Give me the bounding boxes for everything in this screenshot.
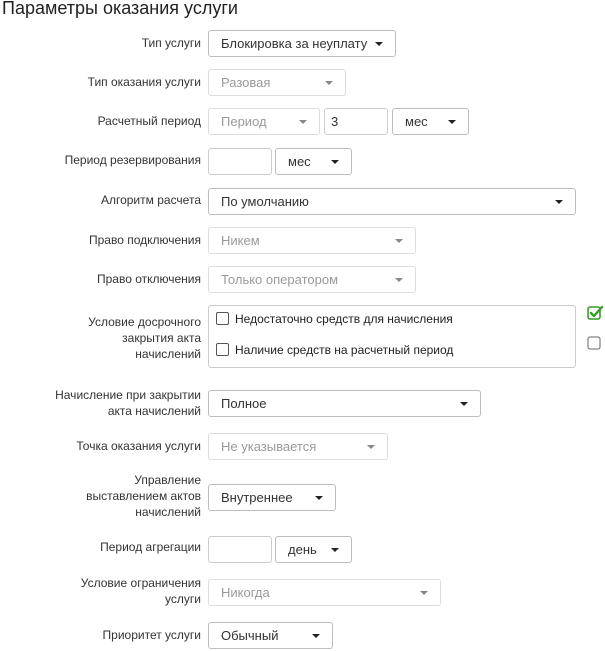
early-close-label (11, 314, 201, 362)
caret-down-icon (299, 120, 307, 124)
acts-management-select[interactable] (208, 484, 336, 511)
billing-period-type-value: Период (221, 114, 267, 129)
calc-algorithm-label: Алгоритм расчета (100, 193, 201, 207)
billing-period-label: Расчетный период (97, 114, 201, 128)
checkbox[interactable] (216, 312, 229, 325)
aggregation-period-count-input[interactable] (208, 536, 272, 563)
page-title: Параметры оказания услуги (2, 0, 238, 18)
caret-down-icon (325, 81, 333, 85)
calc-algorithm-value: По умолчанию (221, 194, 309, 209)
connect-right-select[interactable] (208, 227, 416, 254)
restriction-condition-value: Никогда (221, 585, 270, 600)
accrual-on-close-label (11, 387, 201, 419)
service-point-label: Точка оказания услуги (76, 439, 201, 453)
caret-down-icon (460, 402, 468, 406)
priority-value: Обычный (221, 628, 279, 643)
caret-down-icon (312, 634, 320, 638)
disconnect-right-label: Право отключения (96, 272, 201, 286)
accrual-on-close-select[interactable] (208, 390, 481, 417)
restriction-condition-label-line1: Условие ограничения (80, 576, 201, 590)
early-close-option-2[interactable] (216, 343, 453, 357)
caret-down-icon (331, 160, 339, 164)
restriction-condition-select[interactable] (208, 579, 441, 606)
caret-down-icon (395, 278, 403, 282)
billing-period-unit-select[interactable] (392, 108, 469, 135)
billing-period-unit-value: мес (405, 114, 428, 129)
billing-period-type-select[interactable] (208, 108, 320, 135)
accrual-on-close-label-line2: акта начислений (107, 404, 201, 418)
caret-down-icon (315, 496, 323, 500)
caret-down-icon (420, 591, 428, 595)
early-close-options (208, 305, 576, 368)
aggregation-period-unit-value: день (288, 542, 317, 557)
provision-type-value: Разовая (221, 75, 271, 90)
reservation-period-label: Период резервирования (64, 153, 201, 167)
acts-management-label-line2: выставлением актов (86, 489, 201, 503)
service-type-label: Тип услуги (141, 36, 201, 50)
early-close-label-line1: Условие досрочного (88, 315, 201, 329)
connect-right-value: Никем (221, 233, 260, 248)
reservation-period-unit-select[interactable] (275, 148, 352, 175)
aggregation-period-label: Период агрегации (100, 540, 201, 554)
accrual-on-close-value: Полное (221, 396, 267, 411)
acts-management-label-line1: Управление (134, 473, 201, 487)
aggregation-period-unit-select[interactable] (275, 536, 352, 563)
service-type-value: Блокировка за неуплату (221, 36, 368, 51)
provision-type-label: Тип оказания услуги (87, 75, 201, 89)
restriction-condition-label-line2: услуги (165, 592, 201, 606)
acts-management-label (11, 472, 201, 520)
disconnect-right-value: Только оператором (221, 272, 339, 287)
caret-down-icon (448, 120, 456, 124)
provision-type-select[interactable] (208, 69, 346, 96)
restriction-condition-label (11, 575, 201, 607)
service-point-select[interactable] (208, 433, 388, 460)
disconnect-right-select[interactable] (208, 266, 416, 293)
accrual-on-close-label-line1: Начисление при закрытии (55, 388, 201, 402)
reservation-period-unit-value: мес (288, 154, 311, 169)
early-close-label-line2: закрытия акта (122, 331, 201, 345)
calc-algorithm-select[interactable] (208, 188, 576, 215)
early-close-option-1-label: Недостаточно средств для начисления (235, 312, 453, 326)
checkbox[interactable] (216, 343, 229, 356)
priority-select[interactable] (208, 622, 333, 649)
acts-management-value: Внутреннее (221, 490, 293, 505)
early-close-option-2-label: Наличие средств на расчетный период (235, 343, 454, 357)
early-close-option-1[interactable] (216, 312, 453, 326)
acts-management-label-line3: начислений (135, 505, 201, 519)
billing-period-count-value: 3 (331, 114, 339, 129)
service-point-value: Не указывается (221, 439, 317, 454)
empty-square-icon[interactable] (587, 336, 601, 350)
connect-right-label: Право подключения (88, 233, 201, 247)
caret-down-icon (555, 200, 563, 204)
caret-down-icon (375, 42, 383, 46)
check-square-icon[interactable] (587, 305, 604, 321)
priority-label: Приоритет услуги (102, 628, 201, 642)
reservation-period-count-input[interactable] (208, 148, 272, 175)
caret-down-icon (331, 548, 339, 552)
service-type-select[interactable] (208, 30, 396, 57)
caret-down-icon (367, 445, 375, 449)
billing-period-count-input[interactable] (324, 108, 388, 135)
caret-down-icon (395, 239, 403, 243)
early-close-label-line3: начислений (135, 347, 201, 361)
